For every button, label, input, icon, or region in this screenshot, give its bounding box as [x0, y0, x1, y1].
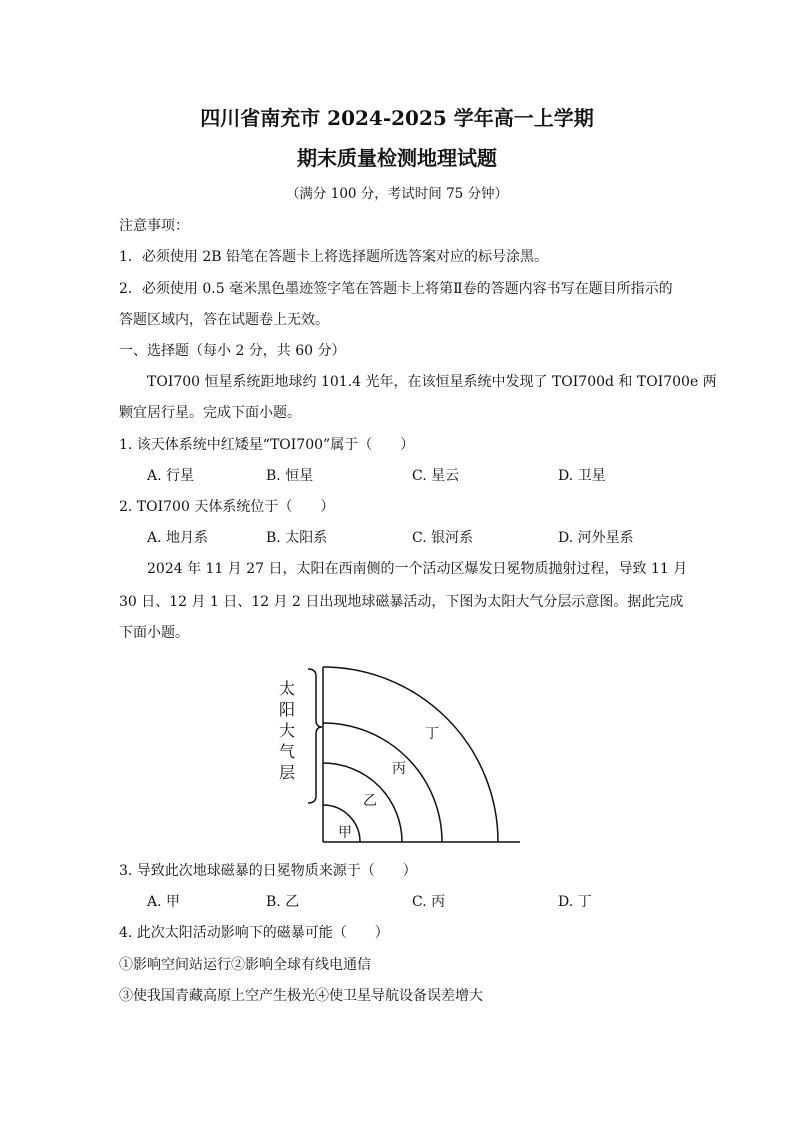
passage-2-cont: 30 日、12 月 1 日、12 月 2 日出现地球磁暴活动，下图为太阳大气分层示意图。据此完成 — [119, 594, 684, 610]
q2-option-b: B. 太阳系 — [266, 530, 328, 546]
side-label-char-2: 阳 — [279, 700, 296, 719]
layer-label-bing: 丙 — [392, 761, 406, 777]
q2-option-d: D. 河外星系 — [558, 530, 634, 546]
solar-atmosphere-figure — [270, 660, 530, 850]
side-label-char-3: 大 — [279, 721, 296, 740]
q3-option-a: A. 甲 — [147, 894, 181, 910]
page-title-line2: 期末质量检测地理试题 — [297, 146, 497, 170]
layer-label-ding: 丁 — [425, 726, 439, 742]
passage-1: TOI700 恒星系统距地球约 101.4 光年，在该恒星系统中发现了 TOI700d 和 TOI700e 两 — [147, 374, 717, 390]
notice-item-2-cont: 答题区域内，答在试题卷上无效。 — [119, 312, 329, 328]
q4-statements-1: ①影响空间站运行②影响全球有线电通信 — [119, 957, 371, 973]
q2-option-c: C. 银河系 — [412, 530, 474, 546]
q3-option-c: C. 丙 — [412, 894, 446, 910]
question-4-stem: 4. 此次太阳活动影响下的磁暴可能（ ） — [119, 925, 389, 941]
q3-option-b: B. 乙 — [266, 894, 300, 910]
q1-option-c: C. 星云 — [412, 468, 460, 484]
passage-2: 2024 年 11 月 27 日，太阳在西南侧的一个活动区爆发日冕物质抛射过程，导致 11 月 — [147, 561, 688, 577]
side-label-char-1: 太 — [279, 679, 296, 698]
q2-option-a: A. 地月系 — [147, 530, 209, 546]
q1-option-b: B. 恒星 — [266, 468, 314, 484]
q3-option-d: D. 丁 — [558, 894, 592, 910]
question-1-stem: 1. 该天体系统中红矮星“TOI700”属于（ ） — [119, 437, 415, 453]
side-label-char-4: 气 — [279, 742, 296, 761]
q1-option-a: A. 行星 — [147, 468, 195, 484]
passage-2-end: 下面小题。 — [119, 625, 189, 641]
notice-heading: 注意事项： — [119, 218, 189, 234]
exam-info: （满分 100 分，考试时间 75 分钟） — [285, 186, 509, 202]
question-3-stem: 3. 导致此次地球磁暴的日冕物质来源于（ ） — [119, 863, 417, 879]
layer-label-yi: 乙 — [363, 793, 377, 809]
question-2-stem: 2. TOI700 天体系统位于（ ） — [119, 499, 335, 515]
notice-item-1: 1．必须使用 2B 铅笔在答题卡上将选择题所选答案对应的标号涂黑。 — [119, 249, 549, 265]
side-label-char-5: 层 — [279, 763, 296, 782]
q1-option-d: D. 卫星 — [558, 468, 606, 484]
page-title: 四川省南充市 2024-2025 学年高一上学期 — [200, 106, 594, 130]
q4-statements-2: ③使我国青藏高原上空产生极光④使卫星导航设备误差增大 — [119, 988, 483, 1004]
passage-1-cont: 颗宜居行星。完成下面小题。 — [119, 405, 301, 421]
section-heading: 一、选择题（每小 2 分，共 60 分） — [119, 343, 346, 359]
layer-label-jia: 甲 — [338, 825, 352, 841]
notice-item-2: 2．必须使用 0.5 毫米黑色墨迹签字笔在答题卡上将第Ⅱ卷的答题内容书写在题目所指示的 — [119, 281, 673, 297]
